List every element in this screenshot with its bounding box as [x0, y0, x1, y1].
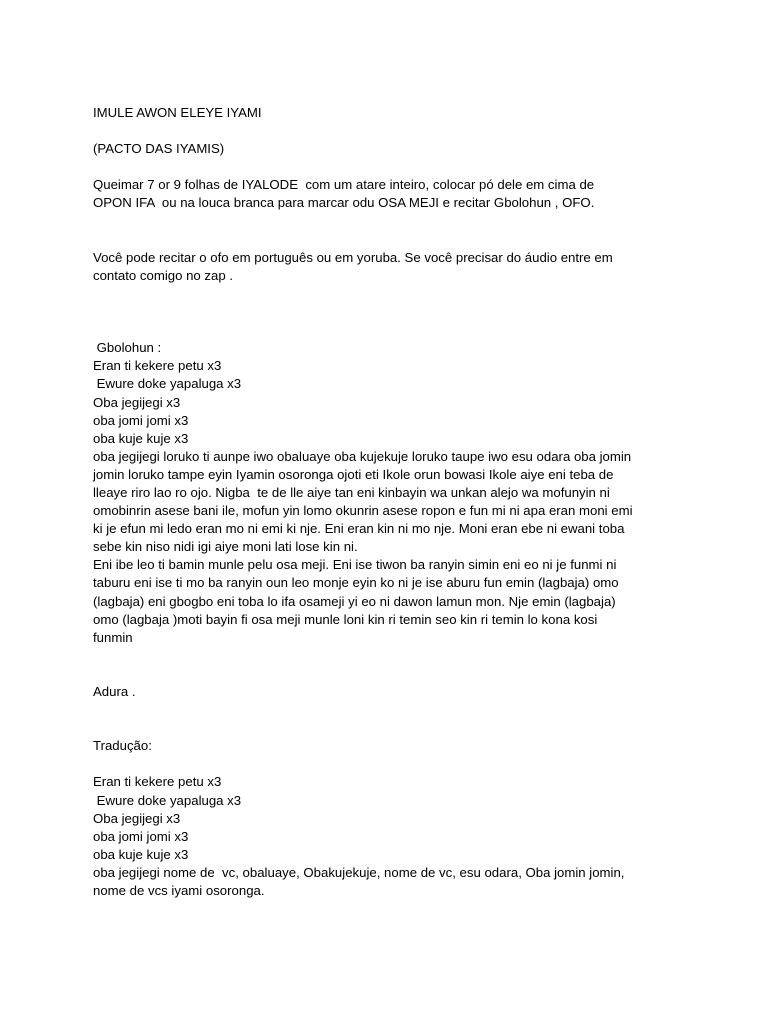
document-page: [93, 104, 683, 900]
note-line: contato comigo no zap .: [93, 267, 234, 283]
spacer: [93, 647, 683, 683]
gbolohun-line: ki je efun mi ledo eran mo ni emi ki nje. Eni eran kin ni mo nje. Moni eran ebe ni ewani toba: [93, 521, 625, 537]
gbolohun-line: lleaye riro lao ro ojo. Nigba te de lle aiye tan eni kinbayin wa unkan alejo wa mofunyin ni: [93, 484, 610, 500]
spacer: [93, 122, 683, 140]
spacer: [93, 701, 683, 737]
gbolohun-line: Eran ti kekere petu x3: [93, 358, 222, 374]
gbolohun-line: jomin loruko tampe eyin Iyamin osoronga ojoti eti Ikole orun bowasi Ikole aiye eni teba de: [93, 466, 614, 482]
spacer: [93, 755, 683, 773]
traducao-line: oba jegijegi nome de vc, obaluaye, Obakujekuje, nome de vc, esu odara, Oba jomin jomin,: [93, 864, 625, 880]
gbolohun-line: oba jomi jomi x3: [93, 412, 189, 428]
gbolohun-text: [93, 357, 683, 647]
note-paragraph: [93, 249, 683, 285]
document-title: IMULE AWON ELEYE IYAMI: [93, 105, 262, 120]
instructions-line: Queimar 7 or 9 folhas de IYALODE com um atare inteiro, colocar pó dele em cima de: [93, 177, 595, 193]
gbolohun-line: Oba jegijegi x3: [93, 394, 181, 410]
gbolohun-line: taburu eni ise ti mo ba ranyin oun leo monje eyin ko ni je ise aburu fun emin (lagbaja) omo: [93, 575, 619, 591]
instructions-line: OPON IFA ou na louca branca para marcar odu OSA MEJI e recitar Gbolohun , OFO.: [93, 195, 595, 211]
gbolohun-line: funmin: [93, 629, 133, 645]
gbolohun-heading: Gbolohun :: [93, 340, 162, 356]
note-line: Você pode recitar o ofo em português ou em yoruba. Se você precisar do áudio entre em: [93, 249, 613, 265]
traducao-line: nome de vcs iyami osoronga.: [93, 883, 265, 899]
traducao-line: oba kuje kuje x3: [93, 846, 189, 862]
traducao-line: oba jomi jomi x3: [93, 828, 189, 844]
gbolohun-line: oba jegijegi loruko ti aunpe iwo obaluaye oba kujekuje loruko taupe iwo esu odara oba jomin: [93, 448, 632, 464]
traducao-text: [93, 773, 683, 900]
gbolohun-line: (lagbaja) eni gbogbo eni toba lo ifa osameji yi eo ni dawon lamun mon. Nje emin (lagbaja): [93, 593, 616, 609]
gbolohun-line: oba kuje kuje x3: [93, 430, 189, 446]
spacer: [93, 285, 683, 339]
spacer: [93, 213, 683, 249]
gbolohun-line: omobinrin asese bani ile, mofun yin lomo okunrin asese ropon e fun mi ni apa eran moni emi: [93, 503, 633, 519]
gbolohun-line: sebe kin niso nidi igi aiye moni lati lose kin ni.: [93, 539, 358, 555]
traducao-line: Eran ti kekere petu x3: [93, 774, 222, 790]
traducao-line: Oba jegijegi x3: [93, 810, 181, 826]
traducao-line: Ewure doke yapaluga x3: [93, 792, 242, 808]
gbolohun-line: Ewure doke yapaluga x3: [93, 376, 242, 392]
spacer: [93, 158, 683, 176]
adura-label: Adura .: [93, 684, 136, 700]
instructions-paragraph: [93, 176, 683, 212]
gbolohun-line: Eni ibe leo ti bamin munle pelu osa meji. Eni ise tiwon ba ranyin simin eni eo ni je funmi ni: [93, 557, 617, 573]
traducao-heading: Tradução:: [93, 738, 152, 754]
document-subtitle: (PACTO DAS IYAMIS): [93, 141, 225, 157]
gbolohun-line: omo (lagbaja )moti bayin fi osa meji munle loni kin ri temin seo kin ri temin lo kona kosi: [93, 611, 598, 627]
